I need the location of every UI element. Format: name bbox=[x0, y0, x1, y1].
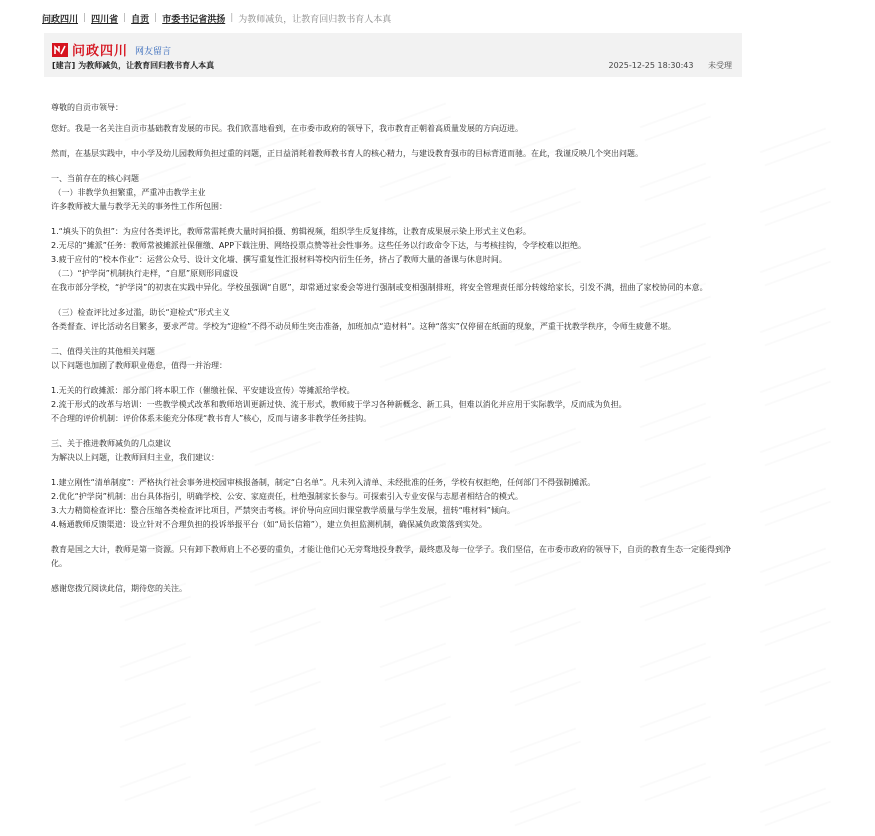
list-item: 4.畅通教师反馈渠道：设立针对不合理负担的投诉举报平台（如“局长信箱”），建立负担监测机制，确保减负政策落到实处。 bbox=[51, 520, 487, 529]
subsection-heading: （一）非教学负担繁重，严重冲击教学主业 bbox=[51, 188, 206, 197]
watermark-mark bbox=[758, 424, 831, 469]
watermark-mark bbox=[248, 784, 321, 829]
letter-paragraph: 在我市部分学校，“护学岗”的初衷在实践中异化。学校虽强调“自愿”，却常通过家委会等进行强制或变相强制排班，将安全管理责任部分转嫁给家长，引发不满，扭曲了家校协同的本意。 bbox=[51, 283, 708, 292]
watermark-mark bbox=[508, 724, 581, 769]
breadcrumb-link-province[interactable]: 四川省 bbox=[91, 14, 119, 25]
letter-paragraph: 各类督查、评比活动名目繁多，要求严苛。学校为“迎检”不得不动员师生突击准备，加班加点“造材料”。这种“落实”仅停留在纸面的现象，严重干扰教学秩序，令师生疲惫不堪。 bbox=[51, 322, 676, 331]
section-heading: 一、当前存在的核心问题 bbox=[51, 174, 139, 183]
breadcrumb bbox=[42, 11, 391, 25]
watermark-mark bbox=[758, 244, 831, 289]
letter-body bbox=[51, 101, 741, 596]
post-title: [建言] 为教师减负，让教育回归教书育人本真 bbox=[52, 61, 215, 70]
watermark-mark bbox=[248, 604, 321, 649]
watermark-mark bbox=[508, 784, 581, 829]
post-header bbox=[44, 33, 742, 77]
watermark-mark bbox=[758, 184, 831, 229]
watermark-mark bbox=[758, 364, 831, 409]
list-item: 1.建立刚性“清单制度”：严格执行社会事务进校园审核报备制，制定“白名单”。凡未列入清单、未经批准的任务，学校有权拒绝，任何部门不得强制摊派。 bbox=[51, 478, 596, 487]
logo-subtitle[interactable]: 网友留言 bbox=[135, 47, 172, 57]
subsection-heading: （二）“护学岗”机制执行走样，“自愿”原则形同虚设 bbox=[51, 269, 239, 278]
breadcrumb-separator: | bbox=[123, 13, 127, 23]
letter-paragraph: 您好。我是一名关注自贡市基础教育发展的市民。我们欣喜地看到，在市委市政府的领导下，我市教育正朝着高质量发展的方向迈进。 bbox=[51, 124, 523, 133]
watermark-mark bbox=[758, 124, 831, 169]
watermark-mark bbox=[758, 604, 831, 649]
list-item: 1.“填头下的负担”：为应付各类评比，教师常需耗费大量时间拍摄、剪辑视频，组织学生反复排练，让教育成果展示染上形式主义色彩。 bbox=[51, 227, 531, 236]
watermark-mark bbox=[758, 724, 831, 769]
list-item: 2.无尽的“摊派”任务：教师常被摊派社保催缴、APP下载注册、网络投票点赞等社会性事务。这些任务以行政命令下达，与考核挂钩，令学校难以拒绝。 bbox=[51, 241, 587, 250]
post-datetime: 2025-12-25 18:30:43 bbox=[608, 61, 694, 70]
breadcrumb-link-city[interactable]: 自贡 bbox=[131, 14, 150, 25]
watermark-mark bbox=[248, 724, 321, 769]
list-item: 3.疲于应付的“校本作业”：运营公众号、设计文化墙、撰写重复性汇报材料等校内衍生任务，挤占了教师大量的备课与休息时间。 bbox=[51, 255, 507, 264]
breadcrumb-current: 为教师减负，让教育回归教书育人本真 bbox=[238, 14, 392, 25]
breadcrumb-separator: | bbox=[230, 13, 234, 23]
list-item: 1.无关的行政摊派：部分部门将本职工作（催缴社保、平安建设宣传）等摊派给学校。 bbox=[51, 386, 355, 395]
watermark-mark bbox=[378, 759, 451, 804]
watermark-mark bbox=[118, 639, 191, 684]
watermark-mark bbox=[638, 759, 711, 804]
sichuan-logo-icon bbox=[52, 43, 68, 57]
letter-paragraph: 以下问题也加剧了教师职业倦怠，值得一并治理： bbox=[51, 361, 227, 370]
watermark-mark bbox=[508, 664, 581, 709]
breadcrumb-separator: | bbox=[154, 13, 158, 23]
letter-closing: 感谢您拨冗阅读此信，期待您的关注。 bbox=[51, 584, 187, 593]
letter-greeting: 尊敬的自贡市领导： bbox=[51, 103, 123, 112]
watermark-mark bbox=[118, 759, 191, 804]
watermark-mark bbox=[758, 304, 831, 349]
list-item: 2.优化“护学岗”机制：出台具体指引，明确学校、公安、家庭责任，杜绝强制家长参与。可探索引入专业安保与志愿者相结合的模式。 bbox=[51, 492, 523, 501]
list-item: 不合理的评价机制：评价体系未能充分体现“教书育人”核心，反而与诸多非教学任务挂钩。 bbox=[51, 414, 372, 423]
status-badge: 未受理 bbox=[708, 61, 732, 70]
breadcrumb-separator: | bbox=[83, 13, 87, 23]
breadcrumb-link-secretary[interactable]: 市委书记省洪扬 bbox=[162, 14, 226, 25]
subsection-heading: （三）检查评比过多过滥，助长“迎检式”形式主义 bbox=[51, 308, 230, 317]
letter-paragraph: 教育是国之大计，教师是第一资源。只有卸下教师肩上不必要的重负，才能让他们心无旁骛地投身教学，最终惠及每一位学子。我们坚信，在市委市政府的领导下，自贡的教育生态一定能得到净化。 bbox=[51, 545, 731, 568]
watermark-mark bbox=[758, 664, 831, 709]
watermark-mark bbox=[118, 699, 191, 744]
watermark-mark bbox=[378, 639, 451, 684]
site-logo[interactable] bbox=[52, 40, 171, 59]
post-meta bbox=[608, 60, 732, 71]
watermark-mark bbox=[758, 784, 831, 829]
letter-paragraph: 然而，在基层实践中，中小学及幼儿园教师负担过重的问题，正日益消耗着教师教书育人的核心精力，与建设教育强市的目标背道而驰。在此，我谨反映几个突出问题。 bbox=[51, 149, 643, 158]
watermark-mark bbox=[508, 604, 581, 649]
section-heading: 二、值得关注的其他相关问题 bbox=[51, 347, 155, 356]
list-item: 2.流于形式的改革与培训：一些教学模式改革和教师培训更新过快、流于形式，教师疲于学习各种新概念、新工具，但难以消化并应用于实际教学，反而成为负担。 bbox=[51, 400, 627, 409]
logo-text: 问政四川 bbox=[72, 44, 129, 59]
watermark-mark bbox=[638, 699, 711, 744]
section-heading: 三、关于推进教师减负的几点建议 bbox=[51, 439, 171, 448]
watermark-mark bbox=[248, 664, 321, 709]
letter-paragraph: 为解决以上问题，让教师回归主业，我们建议： bbox=[51, 453, 219, 462]
list-item: 3.大力精简检查评比：整合压缩各类检查评比项目，严禁突击考核。评价导向应回归课堂教学质量与学生发展，扭转“唯材料”倾向。 bbox=[51, 506, 515, 515]
watermark-mark bbox=[638, 639, 711, 684]
watermark-mark bbox=[378, 699, 451, 744]
watermark-mark bbox=[758, 484, 831, 529]
watermark-mark bbox=[758, 544, 831, 589]
breadcrumb-link-wenzheng[interactable]: 问政四川 bbox=[42, 14, 79, 25]
letter-paragraph: 许多教师被大量与教学无关的事务性工作所包围： bbox=[51, 202, 227, 211]
